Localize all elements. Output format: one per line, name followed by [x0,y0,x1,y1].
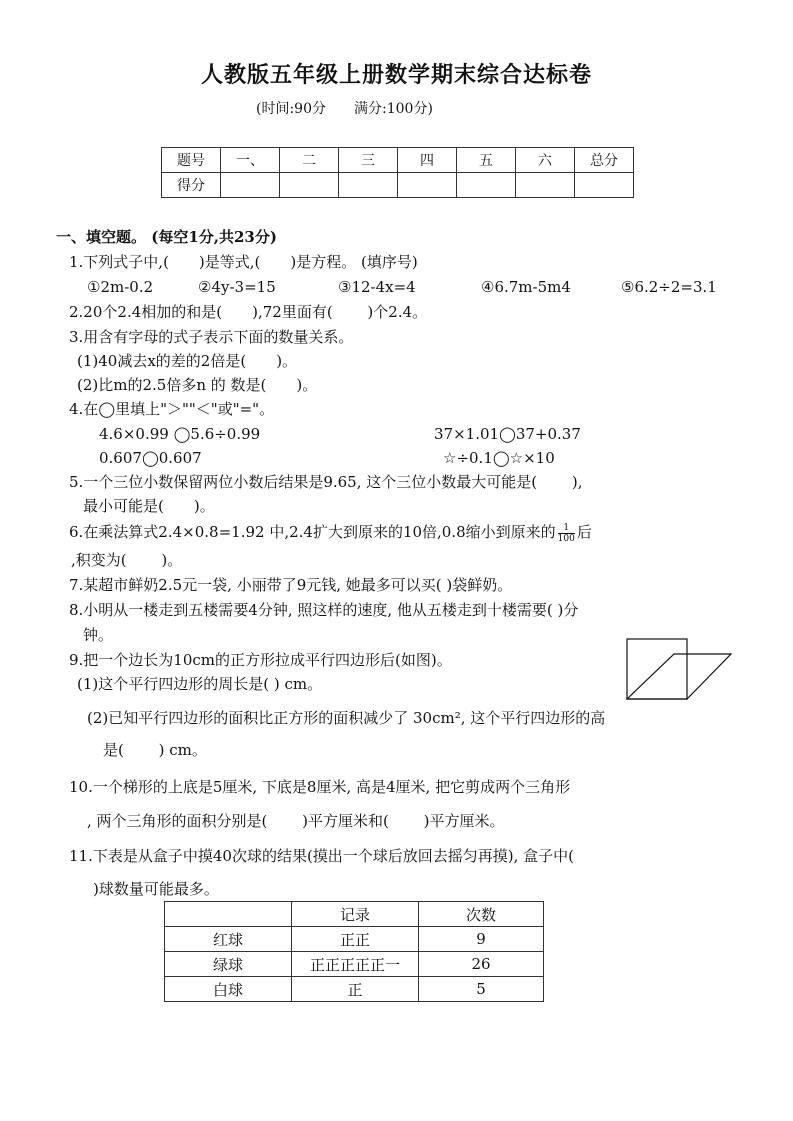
score-table-header-row [162,148,634,173]
ball-record-table [164,901,544,1002]
count-cell: 5 [419,977,544,1002]
question-5: 5.一个三位小数保留两位小数后结果是9.65, 这个三位小数最大可能是( ), [69,473,583,491]
score-entry-cell[interactable] [457,173,516,198]
ball-table-header: 记录 [292,902,419,927]
question-6-cont: ,积变为( )。 [71,551,183,569]
score-entry-cell[interactable] [575,173,634,198]
section-heading: 一、填空题。 (每空1分,共23分) [56,228,277,246]
question-8-cont: 钟。 [83,626,114,644]
question-11-cont: )球数量可能最多。 [93,880,219,898]
tally-cell: 正 [292,977,419,1002]
question-1: 1.下列式子中,( )是等式,( )是方程。 (填序号) [69,253,418,271]
score-entry-cell[interactable] [221,173,280,198]
score-cell: 三 [339,148,398,173]
score-entry-cell[interactable] [280,173,339,198]
count-cell: 26 [419,952,544,977]
ball-table-header-row [165,902,544,927]
score-cell: 五 [457,148,516,173]
ball-color-cell: 绿球 [165,952,292,977]
question-9-2-cont: 是( ) cm。 [103,741,207,759]
score-cell: 总分 [575,148,634,173]
table-row [165,977,544,1002]
compare-item: ☆÷0.1◯☆×10 [443,449,555,467]
q1-option: ③12-4x=4 [338,278,416,296]
square-parallelogram-figure [620,636,735,702]
score-entry-cell[interactable] [339,173,398,198]
score-cell: 四 [398,148,457,173]
score-entry-cell[interactable] [398,173,457,198]
score-cell: 题号 [162,148,221,173]
question-5-cont: 最小可能是( )。 [83,497,215,515]
question-10: 10.一个梯形的上底是5厘米, 下底是8厘米, 高是4厘米, 把它剪成两个三角形 [69,778,571,796]
parallelogram-outline [627,654,731,699]
q1-option: ④6.7m-5m4 [481,278,571,296]
question-10-cont: , 两个三角形的面积分别是( )平方厘米和( )平方厘米。 [87,812,505,830]
fraction-denominator: 100 [557,533,575,544]
score-table-score-row [162,173,634,198]
q1-option: ①2m-0.2 [87,278,154,296]
count-cell: 9 [419,927,544,952]
question-4: 4.在◯里填上"＞""＜"或"="。 [69,400,275,418]
page-title: 人教版五年级上册数学期末综合达标卷 [200,62,592,88]
score-table [161,147,634,198]
score-entry-cell[interactable] [516,173,575,198]
tally-cell: 正正正正正一 [292,952,419,977]
q1-option: ②4y-3=15 [198,278,276,296]
table-row [165,927,544,952]
tally-cell: 正正 [292,927,419,952]
question-3-2: (2)比m的2.5倍多n 的 数是( )。 [77,376,318,394]
score-cell: 二 [280,148,339,173]
question-9-2: (2)已知平行四边形的面积比正方形的面积减少了 30cm², 这个平行四边形的高 [87,709,606,727]
compare-item: 0.607◯0.607 [99,449,202,467]
question-2: 2.20个2.4相加的和是( ),72里面有( )个2.4。 [69,303,428,321]
question-8: 8.小明从一楼走到五楼需要4分钟, 照这样的速度, 他从五楼走到十楼需要( )分 [69,601,579,619]
ball-table-header [165,902,292,927]
exam-info [256,98,433,118]
fraction-numerator: 1 [558,523,575,534]
question-9-1: (1)这个平行四边形的周长是( ) cm。 [77,675,323,693]
question-9: 9.把一个边长为10cm的正方形拉成平行四边形后(如图)。 [69,651,452,669]
compare-item: 4.6×0.99 ◯5.6÷0.99 [99,425,261,443]
ball-color-cell: 白球 [165,977,292,1002]
question-3: 3.用含有字母的式子表示下面的数量关系。 [69,328,354,346]
ball-color-cell: 红球 [165,927,292,952]
score-cell: 得分 [162,173,221,198]
score-cell: 六 [516,148,575,173]
question-11: 11.下表是从盒子中摸40次球的结果(摸出一个球后放回去摇匀再摸), 盒子中( [69,847,575,865]
ball-table-header: 次数 [419,902,544,927]
question-6-text: 6.在乘法算式2.4×0.8=1.92 中,2.4扩大到原来的10倍,0.8缩小到原来的 [69,523,556,541]
compare-item: 37×1.01◯37+0.37 [434,425,581,443]
table-row [165,952,544,977]
question-7: 7.某超市鲜奶2.5元一袋, 小丽带了9元钱, 她最多可以买( )袋鲜奶。 [69,576,513,594]
question-6-end: 后 [576,523,592,541]
question-3-1: (1)40减去x的差的2倍是( )。 [77,352,298,370]
exam-time: (时间:90分 [256,101,326,117]
fraction [558,523,575,544]
q1-option: ⑤6.2÷2=3.1 [621,278,717,296]
score-cell: 一、 [221,148,280,173]
question-6 [69,522,592,544]
exam-full-score: 满分:100分) [354,101,433,117]
